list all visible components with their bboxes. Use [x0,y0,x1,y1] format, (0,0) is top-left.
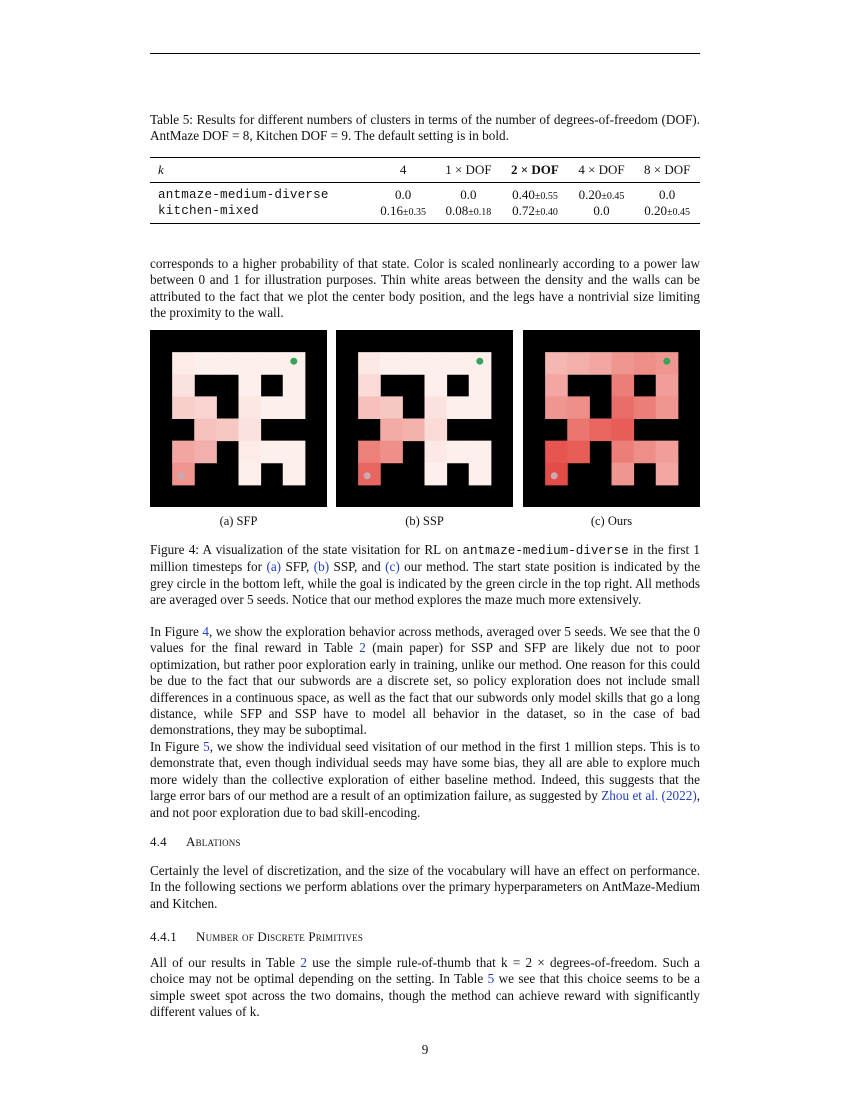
maze-cell [589,352,612,375]
maze-cell [194,396,217,419]
table-env: kitchen-mixed [158,204,259,218]
maze-cell [425,352,448,375]
maze-cell [425,463,448,486]
maze-cell [283,441,306,464]
maze-cell [239,374,262,397]
table-cell: 0.16±0.35 [380,203,426,218]
ref-figure-4[interactable]: 4 [202,624,209,639]
maze-cell [172,396,195,419]
maze-cell [612,463,635,486]
maze-cell [469,396,492,419]
ref-subfig-a[interactable]: (a) [266,559,282,575]
maze-cell [612,396,635,419]
maze-cell [194,419,217,442]
table-header-1dof: 1 × DOF [445,162,492,177]
maze-cell [545,374,568,397]
table-cell: 0.20±0.45 [578,187,625,202]
subcaption-ours: (c) Ours [590,514,633,528]
maze-cell [634,396,657,419]
maze-cell [172,374,195,397]
table-row [150,203,700,224]
ref-zhou-2022[interactable]: Zhou et al. (2022) [601,788,697,804]
table-cell: 0.08±0.18 [445,203,492,218]
table-header-8dof: 8 × DOF [643,162,691,177]
maze-cell [589,419,612,442]
maze-cell [261,396,284,419]
maze-cell [194,441,217,464]
maze-heatmap-ssp [336,330,513,507]
header-rule [150,53,700,54]
maze-cell [283,463,306,486]
maze-panel-sfp [150,330,327,507]
section-heading: 4.4 Ablations [150,834,241,849]
maze-cell [380,396,403,419]
maze-cell [358,441,381,464]
maze-cell [469,463,492,486]
maze-cell [447,396,470,419]
maze-cell [283,374,306,397]
maze-heatmap-ours [523,330,700,507]
maze-cell [239,352,262,375]
maze-cell [261,352,284,375]
table-header-k: k [158,162,164,177]
maze-cell [358,396,381,419]
table-cell: 0.0 [593,203,610,218]
maze-cell [469,441,492,464]
maze-cell [612,419,635,442]
maze-cell [634,441,657,464]
maze-heatmap-sfp [150,330,327,507]
maze-cell [469,374,492,397]
maze-cell [194,352,217,375]
table-header-row [150,158,700,183]
maze-cell [634,352,657,375]
results-table [150,157,700,224]
paragraph-discrete-primitives: All of our results in Table 2 use the simple rule-of-thumb that k = 2 × degrees-of-freedom. Such a choice may not be optimal depending on the setting. In Table 5 we see that this choice seems to be a simple sweet spot across the two domains, though the method can achieve reward with significantly different values of k. [150,955,701,1020]
goal-marker [663,358,670,365]
goal-marker [476,358,483,365]
paragraph-intro: corresponds to a higher probability of that state. Color is scaled nonlinearly according to a power law between 0 and 1 for illustration purposes. Thin white areas between the density and the walls can be attributed to the fact that we plot the center body position, and the legs have a nontrivial size limiting the proximity to the wall. [150,256,700,321]
maze-cell [567,396,590,419]
maze-cell [261,441,284,464]
table-header-4: 4 [399,162,407,177]
start-marker [178,472,185,479]
maze-cell [358,374,381,397]
maze-cell [567,352,590,375]
ref-subfig-c[interactable]: (c) [385,559,400,575]
ref-table-2[interactable]: 2 [359,640,366,656]
maze-cell [283,396,306,419]
table-cell: 0.0 [394,187,412,202]
ref-table-2[interactable]: 2 [300,955,307,970]
maze-cell [567,419,590,442]
maze-cell [545,396,568,419]
ref-subfig-b[interactable]: (b) [313,559,330,575]
maze-cell [402,352,425,375]
table-caption: Table 5: Results for different numbers of clusters in terms of the number of degrees-of-freedom (DOF). AntMaze DOF = 8, Kitchen DOF = 9. The default setting is in bold. [150,112,700,144]
table-cell: 0.40±0.55 [512,187,558,202]
maze-cell [612,374,635,397]
maze-cell [172,441,195,464]
maze-cell [447,352,470,375]
table-cell: 0.72±0.40 [512,203,558,218]
maze-panel-ours [523,330,700,507]
maze-cell [612,352,635,375]
maze-cell [239,441,262,464]
maze-cell [380,352,403,375]
table-cell: 0.20±0.45 [644,203,691,218]
goal-marker [290,358,297,365]
maze-cell [425,441,448,464]
maze-cell [172,352,195,375]
maze-cell [656,374,679,397]
maze-cell [425,374,448,397]
paragraph-exploration: In Figure 4, we show the exploration behavior across methods, averaged over 5 seeds. We see that the 0 values for the final reward in Table 2 (main paper) for SSP and SFP are likely due not to poor optimization, but rather poor exploration early in training, unlike our method. One reason for this could be due to the fact that our subwords are a discrete set, so policy exploration does not include small differences in a continuous space, as well as the fact that our subwords only model skills that go a long distance, while SFP and SSP have to model all behavior in the dataset, so in the case of bad demonstrations, they may be suboptimal. [150,624,701,738]
maze-cell [380,441,403,464]
ref-table-5[interactable]: 5 [487,971,495,987]
maze-cell [656,463,679,486]
figure-caption: Figure 4: A visualization of the state visitation for RL on antmaze-medium-diverse in the first 1 million timesteps for (a) SFP, (b) SSP, and (c) our method. The start state position is indicated by the grey circle in the bottom left, while the goal is indicated by the green circle in the top right. All methods are averaged over 5 seeds. Notice that our method explores the maze much more extensively. [150,542,701,608]
paragraph-seed-visitation: In Figure 5, we show the individual seed visitation of our method in the first 1 million steps. This is to demonstrate that, even though individual seeds may have some bias, they all are able to explore much more widely than the collective exploration of either baseline method. Indeed, this suggests that the large error bars of our method are a result of an optimization failure, as suggested by Zhou et al. (2022), and not poor exploration due to bad skill-encoding. [150,739,701,820]
start-marker [551,472,558,479]
ref-figure-5[interactable]: 5 [203,739,210,754]
maze-cell [656,396,679,419]
maze-panel-ssp [336,330,513,507]
maze-cell [380,419,403,442]
maze-cell [545,441,568,464]
subcaption-ssp: (b) SSP [405,514,444,528]
maze-cell [402,419,425,442]
maze-cell [545,352,568,375]
start-marker [364,472,371,479]
maze-cell [239,463,262,486]
maze-cell [612,441,635,464]
table-row [150,183,700,204]
table-header-4dof: 4 × DOF [578,162,625,177]
table-cell: 0.0 [659,187,676,202]
table-env: antmaze-medium-diverse [158,188,329,202]
page-number: 9 [421,1042,429,1057]
paragraph-ablations: Certainly the level of discretization, and the size of the vocabulary will have an effect on performance. In the following sections we perform ablations over the primary hyperparameters on AntMaze-Medium and Kitchen. [150,863,700,911]
maze-cell [216,419,239,442]
maze-cell [425,396,448,419]
subsection-heading: 4.4.1 Number of Discrete Primitives [150,929,364,944]
caption-env-name: antmaze-medium-diverse [462,544,629,558]
subcaption-sfp: (a) SFP [219,514,258,528]
maze-cell [216,352,239,375]
maze-cell [358,352,381,375]
table-header-2dof: 2 × DOF [511,162,559,177]
table-cell: 0.0 [460,187,477,202]
maze-cell [447,441,470,464]
maze-cell [656,441,679,464]
maze-cell [239,396,262,419]
maze-cell [567,441,590,464]
maze-cell [425,419,448,442]
maze-cell [239,419,262,442]
